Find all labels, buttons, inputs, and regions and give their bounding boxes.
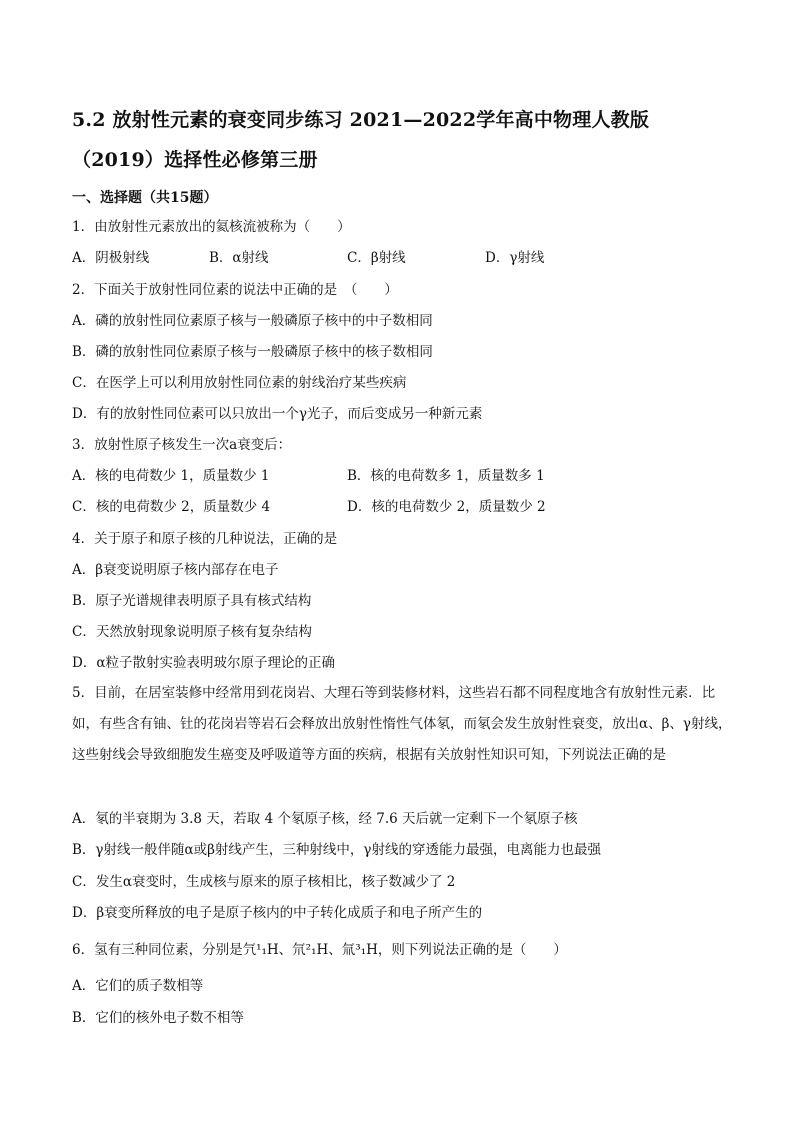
question-3-option-b: B．核的电荷数多 1，质量数多 1 bbox=[347, 468, 545, 484]
question-5-option-d: D．β衰变所释放的电子是原子核内的中子转化成质子和电子所产生的 bbox=[72, 905, 483, 921]
question-2-option-d: D．有的放射性同位素可以只放出一个γ光子，而后变成另一种新元素 bbox=[72, 406, 483, 422]
question-2-stem: 2．下面关于放射性同位素的说法中正确的是 （ ） bbox=[72, 282, 398, 298]
question-1-option-d: D．γ射线 bbox=[485, 250, 545, 266]
question-1-option-c: C．β射线 bbox=[347, 250, 406, 266]
question-4-option-c: C．天然放射现象说明原子核有复杂结构 bbox=[72, 624, 312, 640]
question-2-option-c: C．在医学上可以利用放射性同位素的射线治疗某些疾病 bbox=[72, 375, 407, 391]
question-3-option-a: A．核的电荷数少 1，质量数少 1 bbox=[72, 468, 270, 484]
question-5-option-a: A．氡的半衰期为 3.8 天，若取 4 个氡原子核，经 7.6 天后就一定剩下一个氡原子核 bbox=[72, 811, 578, 827]
question-5-option-c: C．发生α衰变时，生成核与原来的原子核相比，核子数减少了 2 bbox=[72, 874, 456, 890]
question-4-option-a: A．β衰变说明原子核内部存在电子 bbox=[72, 562, 279, 578]
section-heading: 一、选择题（共15题） bbox=[72, 190, 218, 206]
question-1-stem: 1．由放射性元素放出的氦核流被称为（ ） bbox=[72, 219, 351, 235]
question-6-option-b: B．它们的核外电子数不相等 bbox=[72, 1010, 244, 1026]
question-1-option-a: A．阴极射线 bbox=[72, 250, 150, 266]
question-2-option-b: B．磷的放射性同位素原子核与一般磷原子核中的核子数相同 bbox=[72, 344, 433, 360]
question-4-option-b: B．原子光谱规律表明原子具有核式结构 bbox=[72, 593, 312, 609]
document-title-line-2: （2019）选择性必修第三册 bbox=[72, 149, 318, 171]
question-5-option-b: B．γ射线一般伴随α或β射线产生，三种射线中，γ射线的穿透能力最强，电离能力也最强 bbox=[72, 842, 601, 858]
question-3-option-c: C．核的电荷数少 2，质量数少 4 bbox=[72, 499, 271, 515]
question-5-stem: 5．目前，在居室装修中经常用到花岗岩、大理石等到装修材料，这些岩石都不同程度地含有放射性元素．比如，有些含有铀、钍的花岗岩等岩石会释放出放射性惰性气体氡，而氡会发生放射性衰变，放出α、β、γ射线，这些射线会导致细胞发生癌变及呼吸道等方面的疾病，根据有关放射性知识可知，下列说法正确的是 bbox=[72, 685, 732, 763]
question-1-option-b: B．α射线 bbox=[209, 250, 269, 266]
question-2-option-a: A．磷的放射性同位素原子核与一般磷原子核中的中子数相同 bbox=[72, 313, 433, 329]
question-3-stem: 3．放射性原子核发生一次a衰变后： bbox=[72, 437, 292, 453]
question-3-option-d: D．核的电荷数少 2，质量数少 2 bbox=[347, 499, 546, 515]
question-6-stem: 6．氢有三种同位素，分别是氕¹₁H、氘²₁H、氚³₁H，则下列说法正确的是（ ） bbox=[72, 942, 567, 958]
question-4-option-d: D．α粒子散射实验表明玻尔原子理论的正确 bbox=[72, 655, 335, 671]
question-4-stem: 4．关于原子和原子核的几种说法，正确的是 bbox=[72, 531, 338, 547]
document-title-line-1: 5.2 放射性元素的衰变同步练习 2021—2022学年高中物理人教版 bbox=[72, 109, 650, 131]
question-6-option-a: A．它们的质子数相等 bbox=[72, 978, 204, 994]
